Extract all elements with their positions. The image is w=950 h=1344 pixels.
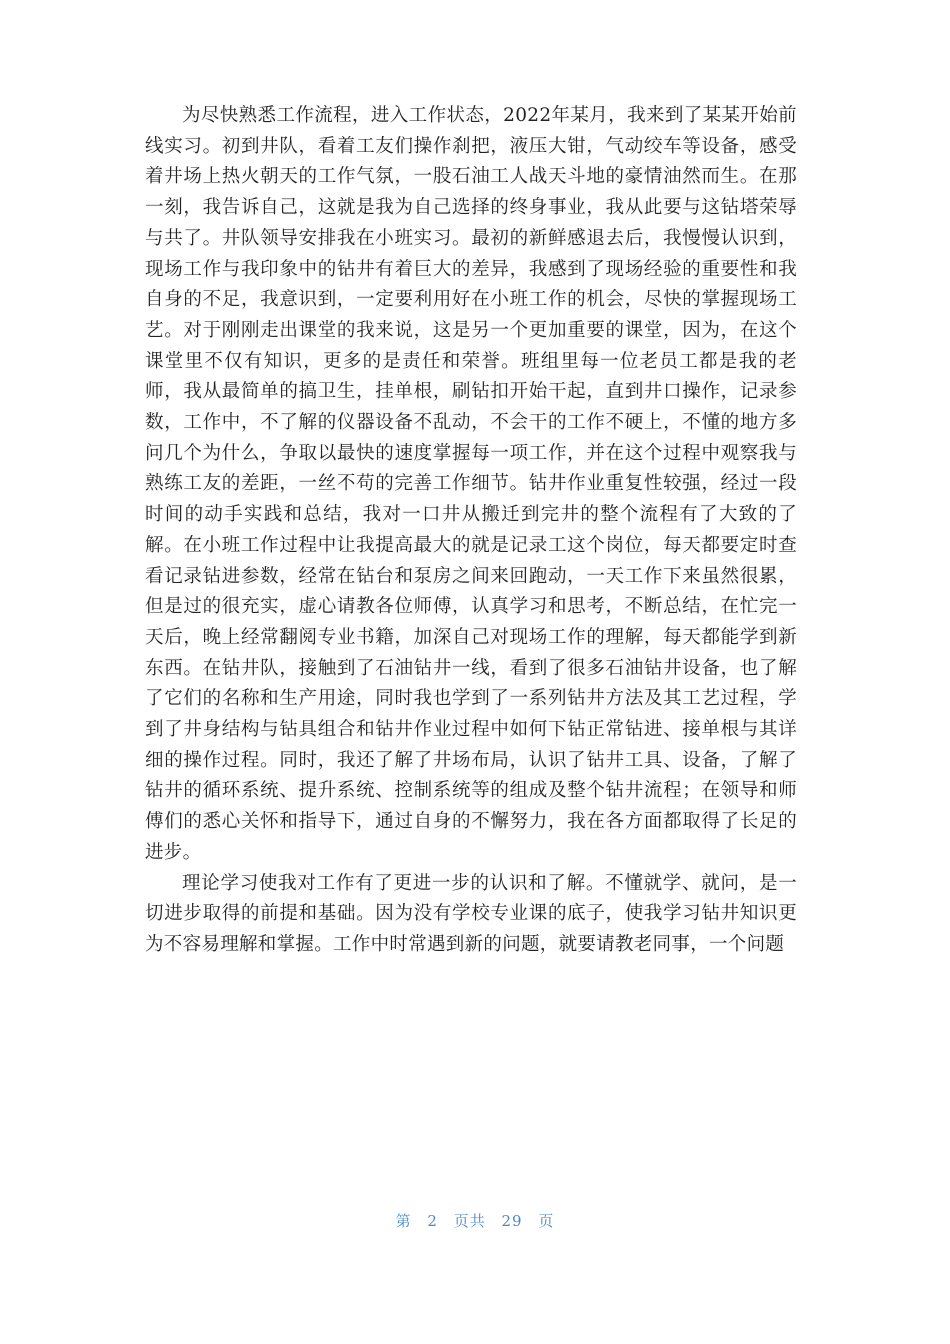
footer-current-page: 2 [427,1212,438,1230]
footer-prefix: 第 [395,1212,412,1230]
footer-suffix: 页 [538,1212,555,1230]
footer-middle: 页共 [453,1212,486,1230]
paragraph-2: 理论学习使我对工作有了更进一步的认识和了解。不懂就学、就问，是一切进步取得的前提和基础。因为没有学校专业课的底子，使我学习钻井知识更为不容易理解和掌握。工作中时常遇到新的问题，就要请教老同事，一个问题 [145,872,797,955]
paragraph-1: 为尽快熟悉工作流程，进入工作状态，2022年某月，我来到了某某开始前线实习。初到井队，看着工友们操作刹把，液压大钳，气动绞车等设备，感受着井场上热火朝天的工作气氛，一股石油工人战天斗地的豪情油然而生。在那一刻，我告诉自己，这就是我为自己选择的终身事业，我从此要与这钻塔荣辱与共了。井队领导安排我在小班实习。最初的新鲜感退去后，我慢慢认识到，现场工作与我印象中的钻井有着巨大的差异，我感到了现场经验的重要性和我自身的不足，我意识到，一定要利用好在小班工作的机会，尽快的掌握现场工艺。对于刚刚走出课堂的我来说，这是另一个更加重要的课堂，因为，在这个课堂里不仅有知识，更多的是责任和荣誉。班组里每一位老员工都是我的老师，我从最简单的搞卫生，挂单根，刷钻扣开始干起，直到井口操作，记录参数，工作中，不了解的仪器设备不乱动，不会干的工作不硬上，不懂的地方多问几个为什么，争取以最快的速度掌握每一项工作，并在这个过程中观察我与熟练工友的差距，一丝不苟的完善工作细节。钻井作业重复性较强，经过一段时间的动手实践和总结，我对一口井从搬迁到完井的整个流程有了大致的了解。在小班工作过程中让我提高最大的就是记录工这个岗位，每天都要定时查看记录钻进参数，经常在钻台和泵房之间来回跑动，一天工作下来虽然很累，但是过的很充实，虚心请教各位师傅，认真学习和思考，不断总结，在忙完一天后，晚上经常翻阅专业书籍，加深自己对现场工作的理解，每天都能学到新东西。在钻井队，接触到了石油钻井一线，看到了很多石油钻井设备，也了解了它们的名称和生产用途，同时我也学到了一系列钻井方法及其工艺过程，学到了井身结构与钻具组合和钻井作业过程中如何下钻正常钻进、接单根与其详细的操作过程。同时，我还了解了井场布局，认识了钻井工具、设备，了解了钻井的循环系统、提升系统、控制系统等的组成及整个钻井流程；在领导和师傅们的悉心关怀和指导下，通过自身的不懈努力，我在各方面都取得了长足的进步。 [145,105,797,863]
page-number-footer [0,1210,950,1231]
footer-total-pages: 29 [501,1212,523,1230]
document-body [145,101,797,961]
